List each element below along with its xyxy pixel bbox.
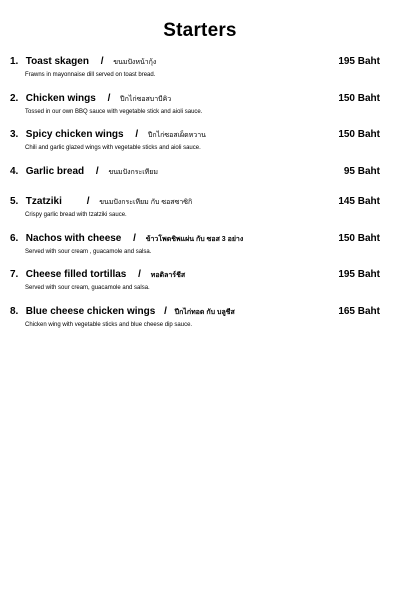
- menu-item: [10, 54, 380, 80]
- item-number: 8.: [10, 306, 19, 317]
- item-number: 2.: [10, 93, 19, 104]
- menu-item-header: [10, 54, 380, 70]
- item-price: 150 Baht: [338, 233, 380, 244]
- item-price: 150 Baht: [338, 129, 380, 140]
- menu-item: [10, 231, 380, 257]
- item-price: 145 Baht: [338, 196, 380, 207]
- item-thai-name: ขนมปังหน้ากุ้ง: [113, 59, 157, 66]
- item-number: 6.: [10, 233, 19, 244]
- item-name: Spicy chicken wings: [25, 129, 124, 140]
- item-number: 5.: [10, 196, 19, 207]
- item-thai-name: ขนมปังกระเทียม กับ ซอสซาซิกิ: [99, 199, 193, 206]
- item-number: 1.: [10, 56, 19, 67]
- item-description: Served with sour cream , guacamole and salsa.: [25, 249, 152, 255]
- menu-item: [10, 267, 380, 293]
- item-description: Frawns in mayonnaise dill served on toast bread.: [25, 72, 156, 78]
- item-thai-name: ทอติลาร์ชีส: [150, 272, 186, 279]
- item-separator: /: [164, 306, 167, 317]
- item-name: Garlic bread: [25, 166, 85, 177]
- item-price: 150 Baht: [338, 93, 380, 104]
- item-price: 195 Baht: [338, 56, 380, 67]
- item-description: Chicken wing with vegetable sticks and blue cheese dip sauce.: [25, 322, 193, 328]
- menu-item-header: [10, 194, 380, 210]
- item-separator: /: [133, 233, 136, 244]
- item-description: Tossed in our own BBQ sauce with vegetable stick and aioli sauce.: [25, 109, 203, 115]
- item-number: 4.: [10, 166, 19, 177]
- page-title: Starters: [163, 20, 237, 41]
- item-thai-name: ขนมปังกระเทียม: [108, 169, 159, 176]
- menu-item: [10, 194, 380, 220]
- item-number: 7.: [10, 269, 19, 280]
- menu-item-header: [10, 267, 380, 283]
- item-separator: /: [135, 129, 139, 140]
- item-price: 195 Baht: [338, 269, 380, 280]
- item-price: 95 Baht: [343, 166, 380, 177]
- item-name: Blue cheese chicken wings: [25, 306, 156, 317]
- item-number: 3.: [10, 129, 19, 140]
- menu-item: [10, 127, 380, 153]
- menu-item-header: [10, 91, 380, 107]
- menu-item: [10, 304, 380, 330]
- item-separator: /: [138, 269, 141, 280]
- item-separator: /: [107, 93, 111, 104]
- item-name: Nachos with cheese: [25, 233, 122, 244]
- item-thai-name: ปีกไก่ทอด กับ บลูชีส: [174, 309, 235, 316]
- menu-item-header: [10, 164, 380, 180]
- item-separator: /: [95, 166, 99, 177]
- item-thai-name: ปีกไก่ซอสเผ็ดหวาน: [147, 132, 206, 139]
- item-thai-name: ข้าวโพดชิพแผ่น กับ ซอส 3 อย่าง: [145, 236, 244, 243]
- item-name: Tzatziki: [25, 196, 62, 207]
- item-name: Chicken wings: [25, 93, 96, 104]
- menu-item: [10, 91, 380, 117]
- menu-item-header: [10, 127, 380, 143]
- item-separator: /: [100, 56, 104, 67]
- item-description: Crispy garlic bread with tzatziki sauce.: [25, 212, 127, 218]
- item-name: Toast skagen: [25, 56, 89, 67]
- menu-item: [10, 164, 380, 180]
- item-description: Chili and garlic glazed wings with vegetable sticks and aioli sauce.: [25, 145, 201, 151]
- item-separator: /: [86, 196, 90, 207]
- item-description: Served with sour cream, guacamole and salsa.: [25, 285, 150, 291]
- item-price: 165 Baht: [338, 306, 380, 317]
- menu-item-header: [10, 231, 380, 247]
- menu-item-header: [10, 304, 380, 320]
- item-name: Cheese filled tortillas: [25, 269, 127, 280]
- item-thai-name: ปีกไก่ซอสบาบีคิว: [120, 96, 172, 103]
